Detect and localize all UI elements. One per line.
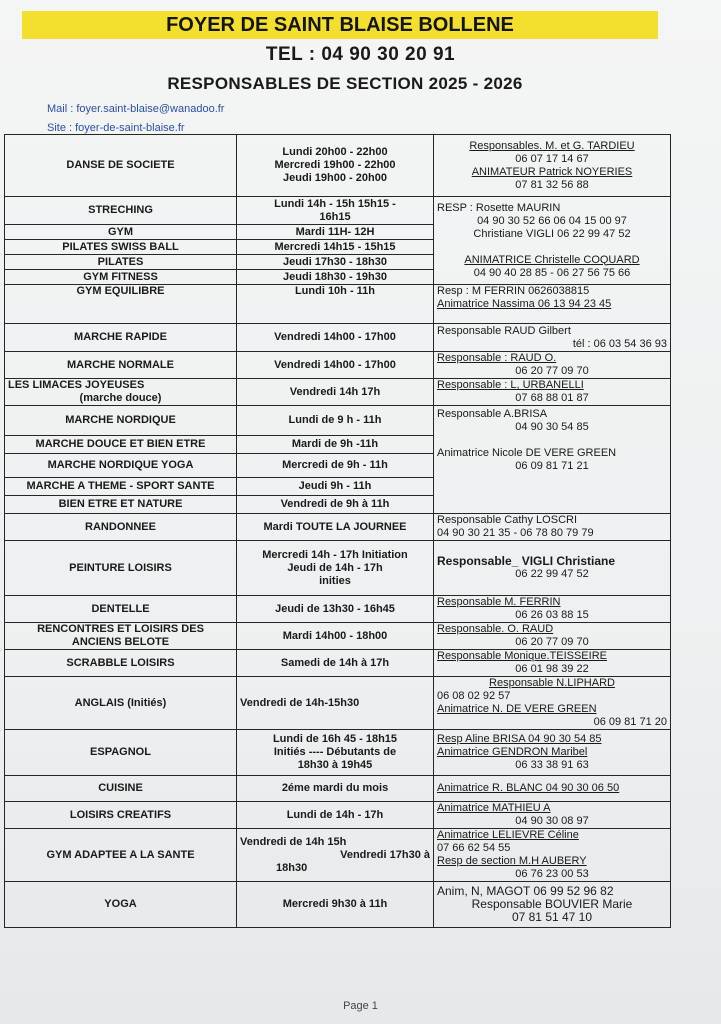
activity-cell: [5, 730, 237, 776]
table-row: [5, 406, 671, 436]
cell-text: BIEN ETRE ET NATURE: [58, 498, 183, 510]
cell-text: 06 09 81 71 20: [593, 716, 667, 728]
cell-text: STRECHING: [88, 204, 153, 216]
cell-text: Mercredi 14h15 - 15h15: [274, 240, 396, 253]
table-row: [5, 197, 671, 225]
table-row: [5, 514, 671, 541]
contact-cell: [434, 776, 671, 802]
schedule-cell: [237, 882, 434, 928]
cell-text: Vendredi de 9h à 11h: [280, 498, 390, 510]
cell-text: Animatrice Nassima 06 13 94 23 45: [437, 298, 612, 310]
cell-text: ANGLAIS (Initiés): [74, 696, 167, 709]
cell-text: inities: [319, 574, 351, 587]
cell-text: LES LIMACES JOYEUSES: [8, 379, 145, 391]
cell-text: Lundi 10h - 11h: [294, 285, 376, 297]
cell-text: Responsable BOUVIER Marie: [471, 897, 633, 911]
schedule-cell: [237, 829, 434, 882]
cell-text: 04 90 40 28 85 - 06 27 56 75 66: [473, 266, 631, 279]
cell-text: 07 81 51 47 10: [511, 910, 593, 924]
activity-cell: [5, 454, 237, 478]
activity-cell: [5, 255, 237, 270]
cell-text: 06 20 77 09 70: [515, 365, 589, 377]
cell-text: (marche douce): [79, 392, 162, 404]
activity-cell: [5, 478, 237, 496]
activity-cell: [5, 240, 237, 255]
cell-text: Initiés ---- Débutants de: [273, 746, 397, 758]
schedule-cell: [237, 623, 434, 650]
cell-text: Lundi de 14h - 17h: [286, 808, 384, 821]
cell-text: 18h30: [276, 861, 308, 874]
cell-text: Anim, N, MAGOT 06 99 52 96 82: [437, 884, 614, 898]
activity-cell: [5, 623, 237, 650]
cell-text: MARCHE NORDIQUE YOGA: [47, 459, 194, 471]
cell-text: 06 26 03 88 15: [515, 609, 589, 621]
cell-text: 04 90 30 54 85: [515, 421, 589, 433]
activity-cell: [5, 225, 237, 240]
cell-text: PILATES SWISS BALL: [62, 240, 179, 253]
schedule-cell: [237, 255, 434, 270]
cell-text: Resp de section M.H AUBERY: [437, 855, 587, 867]
cell-text: Responsable N.LIPHARD: [489, 677, 615, 689]
cell-text: Animatrice MATHIEU A: [437, 802, 551, 814]
cell-text: Lundi de 9 h - 11h: [288, 414, 382, 426]
schedule-cell: [237, 135, 434, 197]
cell-text: GYM: [107, 225, 134, 238]
cell-text: PILATES: [97, 255, 144, 268]
schedule-cell: [237, 650, 434, 677]
contact-cell: [434, 802, 671, 829]
cell-text: Vendredi 14h00 - 17h00: [274, 358, 396, 371]
schedule-cell: [237, 776, 434, 802]
cell-text: MARCHE NORDIQUE: [65, 414, 176, 426]
contact-cell: [434, 135, 671, 197]
cell-text: Mercredi 9h30 à 11h: [282, 898, 388, 910]
contact-cell: [434, 596, 671, 623]
cell-text: Vendredi 17h30 à: [340, 848, 430, 861]
cell-text: 06 01 98 39 22: [515, 663, 589, 675]
schedule-cell: [237, 379, 434, 406]
schedule-cell: [237, 730, 434, 776]
cell-text: Vendredi de 14h 15h: [240, 835, 347, 848]
activity-cell: [5, 776, 237, 802]
cell-text: Jeudi 19h00 - 20h00: [283, 172, 387, 184]
cell-text: Responsable RAUD Gilbert: [437, 324, 571, 337]
table-row: [5, 776, 671, 802]
cell-text: 06 33 38 91 63: [515, 759, 589, 771]
contact-cell: [434, 352, 671, 379]
cell-text: Mercredi 14h - 17h Initiation: [262, 548, 408, 561]
cell-text: Christiane VIGLI 06 22 99 47 52: [473, 227, 631, 240]
table-row: [5, 623, 671, 650]
cell-text: PEINTURE LOISIRS: [69, 561, 172, 574]
schedule-cell: [237, 406, 434, 436]
cell-text: Responsable. O. RAUD: [437, 623, 554, 635]
cell-text: Animatrice LELIEVRE Céline: [437, 829, 579, 841]
cell-text: DENTELLE: [91, 602, 150, 615]
cell-text: Responsable M. FERRIN: [437, 596, 561, 608]
cell-text: Samedi de 14h à 17h: [280, 656, 390, 669]
cell-text: RENCONTRES ET LOISIRS DES: [37, 623, 204, 635]
table-row: [5, 677, 671, 730]
cell-text: Mercredi de 9h - 11h: [282, 459, 388, 471]
table-row: [5, 324, 671, 352]
cell-text: 06 09 81 71 21: [515, 460, 589, 472]
cell-text: 04 90 30 52 66 06 04 15 00 97: [477, 214, 627, 227]
activity-cell: [5, 514, 237, 541]
cell-text: Responsable : L, URBANELLI: [437, 379, 584, 391]
cell-text: Vendredi de 14h-15h30: [240, 696, 360, 709]
contact-cell: [434, 406, 671, 514]
cell-text: MARCHE RAPIDE: [74, 331, 167, 343]
cell-text: Jeudi de 14h - 17h: [287, 561, 383, 574]
activity-cell: [5, 541, 237, 596]
cell-text: MARCHE DOUCE ET BIEN ETRE: [35, 438, 206, 450]
cell-text: Animatrice Nicole DE VERE GREEN: [437, 447, 617, 459]
telephone: TEL : 04 90 30 20 91: [265, 44, 456, 65]
cell-text: Responsable Cathy LOSCRI: [437, 514, 578, 526]
cell-text: 04 90 30 21 35 - 06 78 80 79 79: [437, 527, 594, 539]
table-row: [5, 285, 671, 324]
cell-text: GYM ADAPTEE A LA SANTE: [46, 848, 195, 861]
cell-text: 2éme mardi du mois: [281, 782, 389, 794]
table-row: [5, 730, 671, 776]
email-link[interactable]: Mail : foyer.saint-blaise@wanadoo.fr: [47, 103, 225, 115]
cell-text: CUISINE: [98, 782, 143, 794]
cell-text: tél : 06 03 54 36 93: [572, 337, 667, 350]
schedule-cell: [237, 496, 434, 514]
table-row: [5, 882, 671, 928]
cell-text: Lundi 14h - 15h 15h15 -: [274, 197, 396, 210]
cell-text: ESPAGNOL: [90, 746, 151, 758]
activity-cell: [5, 197, 237, 225]
cell-text: Lundi 20h00 - 22h00: [282, 146, 388, 158]
cell-text: Responsable : RAUD O.: [437, 352, 557, 364]
contact-cell: [434, 829, 671, 882]
schedule-cell: [237, 454, 434, 478]
cell-text: [437, 241, 667, 254]
cell-text: MARCHE NORMALE: [67, 358, 174, 371]
cell-text: 07 68 88 01 87: [515, 392, 589, 404]
cell-text: Vendredi 14h00 - 17h00: [274, 331, 396, 343]
schedule-cell: [237, 514, 434, 541]
cell-text: ANIMATEUR Patrick NOYERIES: [471, 165, 633, 178]
cell-text: YOGA: [104, 898, 137, 910]
contact-cell: [434, 882, 671, 928]
cell-text: 07 66 62 54 55: [437, 842, 511, 854]
schedule-cell: [237, 478, 434, 496]
cell-text: MARCHE A THEME - SPORT SANTE: [26, 480, 215, 492]
contact-cell: [434, 379, 671, 406]
website-link[interactable]: Site : foyer-de-saint-blaise.fr: [47, 122, 185, 134]
activity-cell: [5, 802, 237, 829]
cell-text: 06 20 77 09 70: [515, 636, 589, 648]
activity-cell: [5, 496, 237, 514]
activity-cell: [5, 829, 237, 882]
title-banner: FOYER DE SAINT BLAISE BOLLENE: [22, 11, 658, 39]
schedule-cell: [237, 225, 434, 240]
cell-text: Mardi TOUTE LA JOURNEE: [263, 520, 407, 533]
cell-text: ANCIENS BELOTE: [71, 636, 170, 648]
cell-text: Jeudi 18h30 - 19h30: [283, 270, 387, 283]
schedule-cell: [237, 802, 434, 829]
schedule-cell: [237, 270, 434, 285]
activity-cell: [5, 436, 237, 454]
activity-cell: [5, 406, 237, 436]
cell-text: Mardi 14h00 - 18h00: [282, 629, 388, 642]
activity-cell: [5, 650, 237, 677]
cell-text: 06 08 02 92 57: [437, 690, 511, 702]
cell-text: Jeudi 17h30 - 18h30: [283, 255, 387, 268]
cell-text: [437, 434, 667, 447]
page-number: Page 1: [343, 1000, 378, 1012]
table-row: [5, 352, 671, 379]
cell-text: 16h15: [319, 210, 351, 223]
activity-cell: [5, 270, 237, 285]
cell-text: Resp : M FERRIN 0626038815: [437, 285, 590, 297]
activity-cell: [5, 379, 237, 406]
cell-text: RANDONNEE: [85, 520, 156, 533]
activity-cell: [5, 677, 237, 730]
table-row: [5, 596, 671, 623]
schedule-cell: [237, 197, 434, 225]
table-row: [5, 650, 671, 677]
cell-text: Vendredi 14h 17h: [289, 385, 381, 398]
activity-cell: [5, 352, 237, 379]
cell-text: 07 81 32 56 88: [515, 178, 589, 191]
cell-text: Animatrice GENDRON Maribel: [437, 746, 588, 758]
cell-text: DANSE DE SOCIETE: [66, 159, 175, 171]
cell-text: Animatrice N. DE VERE GREEN: [437, 703, 597, 715]
cell-text: Responsable_ VIGLI Christiane: [437, 554, 616, 568]
table-row: [5, 135, 671, 197]
contact-cell: [434, 324, 671, 352]
cell-text: Mardi 11H- 12H: [295, 225, 375, 238]
cell-text: 18h30 à 19h45: [297, 759, 373, 771]
schedule-cell: [237, 352, 434, 379]
cell-text: Responsable A.BRISA: [437, 408, 548, 420]
cell-text: LOISIRS CREATIFS: [69, 808, 172, 821]
cell-text: 04 90 30 08 97: [515, 815, 589, 827]
cell-text: Animatrice R. BLANC 04 90 30 06 50: [437, 782, 620, 794]
cell-text: RESP : Rosette MAURIN: [437, 201, 561, 214]
table-row: [5, 379, 671, 406]
schedule-cell: [237, 677, 434, 730]
activity-cell: [5, 324, 237, 352]
contact-cell: [434, 285, 671, 324]
activity-cell: [5, 285, 237, 324]
schedule-table: [4, 134, 671, 928]
table-row: [5, 829, 671, 882]
schedule-cell: [237, 240, 434, 255]
cell-text: 06 22 99 47 52: [515, 568, 589, 580]
cell-text: Resp Aline BRISA 04 90 30 54 85: [437, 733, 602, 745]
cell-text: Responsable Monique.TEISSEIRE: [437, 650, 607, 662]
contact-cell: [434, 541, 671, 596]
cell-text: 06 07 17 14 67: [515, 152, 589, 165]
cell-text: Jeudi de 13h30 - 16h45: [275, 602, 395, 615]
cell-text: Mercredi 19h00 - 22h00: [274, 159, 396, 171]
activity-cell: [5, 882, 237, 928]
schedule-cell: [237, 596, 434, 623]
cell-text: SCRABBLE LOISIRS: [66, 656, 175, 669]
contact-cell: [434, 730, 671, 776]
contact-cell: [434, 197, 671, 285]
cell-text: Responsables. M. et G. TARDIEU: [469, 139, 635, 152]
cell-text: GYM FITNESS: [83, 270, 158, 283]
schedule-cell: [237, 324, 434, 352]
activity-cell: [5, 596, 237, 623]
table-row: [5, 802, 671, 829]
contact-cell: [434, 650, 671, 677]
schedule-cell: [237, 285, 434, 324]
schedule-cell: [237, 436, 434, 454]
contact-cell: [434, 677, 671, 730]
schedule-cell: [237, 541, 434, 596]
activity-cell: [5, 135, 237, 197]
subtitle: RESPONSABLES DE SECTION 2025 - 2026: [167, 74, 523, 93]
contact-cell: [434, 514, 671, 541]
cell-text: Lundi de 16h 45 - 18h15: [272, 733, 398, 745]
cell-text: Mardi de 9h -11h: [291, 438, 379, 450]
cell-text: GYM EQUILIBRE: [76, 285, 165, 297]
table-row: [5, 541, 671, 596]
cell-text: Jeudi 9h - 11h: [298, 480, 372, 492]
contact-cell: [434, 623, 671, 650]
cell-text: 06 76 23 00 53: [515, 868, 589, 880]
cell-text: ANIMATRICE Christelle COQUARD: [464, 253, 640, 266]
